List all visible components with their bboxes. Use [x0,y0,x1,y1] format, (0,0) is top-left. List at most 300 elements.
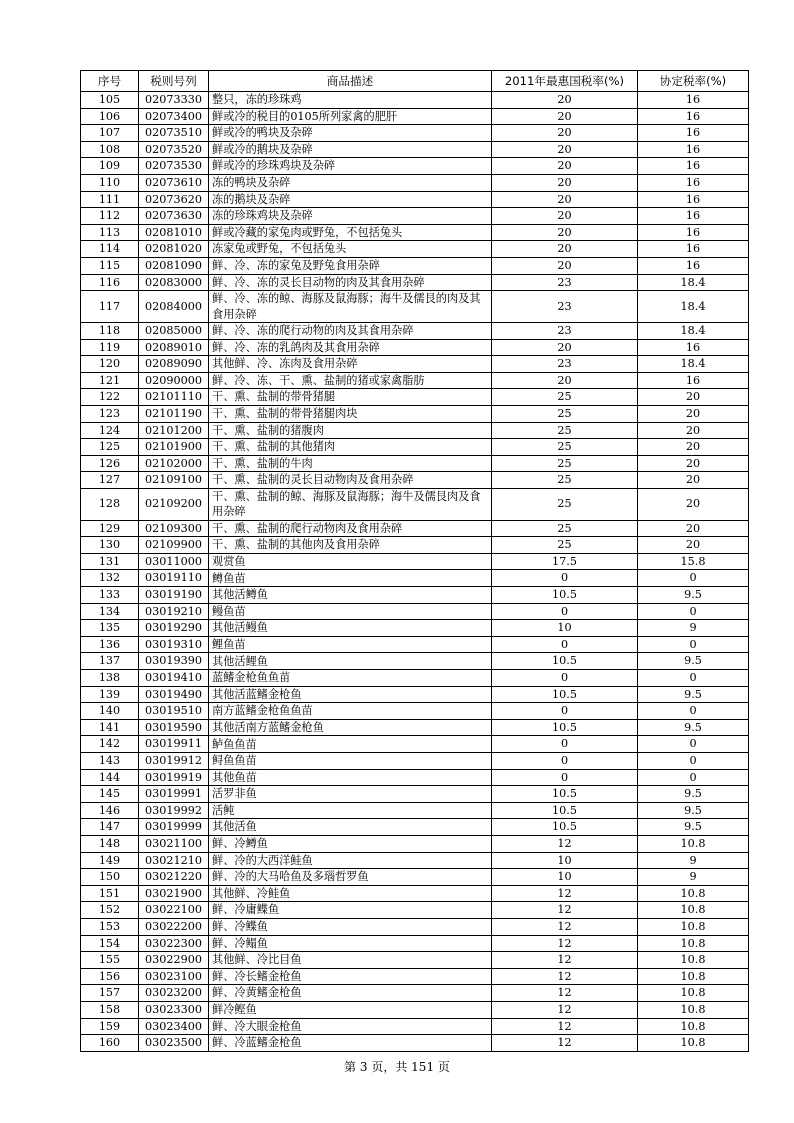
description-cell: 冻的鹅块及杂碎 [209,191,492,208]
description-cell: 鳟鱼苗 [209,570,492,587]
table-row [81,439,749,456]
seq-cell: 124 [81,422,139,439]
mfn-rate-cell: 10.5 [492,653,638,670]
description-cell: 干、熏、盐制的猪腹肉 [209,422,492,439]
agreement-rate-cell: 18.4 [638,274,749,291]
description-cell: 鲜、冷、冻的家兔及野兔食用杂碎 [209,257,492,274]
agreement-rate-cell: 0 [638,670,749,687]
description-cell: 干、熏、盐制的带骨猪腿 [209,389,492,406]
seq-cell: 134 [81,603,139,620]
seq-cell: 132 [81,570,139,587]
seq-cell: 127 [81,472,139,489]
table-row [81,108,749,125]
table-row [81,241,749,258]
table-row [81,553,749,570]
seq-cell: 121 [81,372,139,389]
table-row [81,703,749,720]
tariff-code-cell: 02085000 [139,322,209,339]
agreement-rate-cell: 20 [638,422,749,439]
tariff-code-cell: 02084000 [139,291,209,323]
mfn-rate-cell: 25 [492,389,638,406]
tariff-code-cell: 03019912 [139,753,209,770]
tariff-code-cell: 02073510 [139,125,209,142]
description-cell: 整只，冻的珍珠鸡 [209,92,492,109]
table-row [81,322,749,339]
table-row [81,372,749,389]
seq-cell: 141 [81,719,139,736]
description-cell: 鲜、冷、冻的爬行动物的肉及其食用杂碎 [209,322,492,339]
seq-cell: 139 [81,686,139,703]
agreement-rate-cell: 9 [638,620,749,637]
agreement-rate-cell: 20 [638,537,749,554]
agreement-rate-cell: 10.8 [638,968,749,985]
description-cell: 鲜、冷鳟鱼 [209,835,492,852]
table-row [81,1001,749,1018]
mfn-rate-cell: 25 [492,439,638,456]
seq-cell: 119 [81,339,139,356]
agreement-rate-cell: 10.8 [638,918,749,935]
agreement-rate-cell: 10.8 [638,902,749,919]
col-header-tariff-code: 税则号列 [139,71,209,92]
description-cell: 鳗鱼苗 [209,603,492,620]
col-header-description: 商品描述 [209,71,492,92]
seq-cell: 135 [81,620,139,637]
agreement-rate-cell: 9.5 [638,686,749,703]
seq-cell: 154 [81,935,139,952]
description-cell: 鲜或冷藏的家兔肉或野兔，不包括兔头 [209,224,492,241]
table-header [81,71,749,92]
description-cell: 冻家兔或野兔，不包括兔头 [209,241,492,258]
table-row [81,719,749,736]
tariff-code-cell: 03019510 [139,703,209,720]
mfn-rate-cell: 10 [492,869,638,886]
agreement-rate-cell: 16 [638,158,749,175]
table-row [81,488,749,520]
tariff-code-cell: 02102000 [139,455,209,472]
mfn-rate-cell: 20 [492,191,638,208]
mfn-rate-cell: 0 [492,736,638,753]
description-cell: 活鲀 [209,802,492,819]
tariff-code-cell: 03019992 [139,802,209,819]
mfn-rate-cell: 12 [492,885,638,902]
description-cell: 干、熏、盐制的爬行动物肉及食用杂碎 [209,520,492,537]
table-row [81,902,749,919]
seq-cell: 120 [81,356,139,373]
table-row [81,537,749,554]
seq-cell: 130 [81,537,139,554]
description-cell: 干、熏、盐制的其他肉及食用杂碎 [209,537,492,554]
seq-cell: 111 [81,191,139,208]
tariff-code-cell: 02109900 [139,537,209,554]
tariff-code-cell: 03019410 [139,670,209,687]
mfn-rate-cell: 20 [492,158,638,175]
mfn-rate-cell: 10.5 [492,686,638,703]
mfn-rate-cell: 25 [492,422,638,439]
description-cell: 干、熏、盐制的牛肉 [209,455,492,472]
description-cell: 其他活鳟鱼 [209,587,492,604]
tariff-code-cell: 02081020 [139,241,209,258]
table-row [81,802,749,819]
mfn-rate-cell: 10.5 [492,786,638,803]
table-row [81,125,749,142]
agreement-rate-cell: 16 [638,339,749,356]
tariff-code-cell: 03023200 [139,985,209,1002]
description-cell: 蓝鳍金枪鱼鱼苗 [209,670,492,687]
tariff-code-cell: 03019590 [139,719,209,736]
table-row [81,686,749,703]
tariff-code-cell: 02089090 [139,356,209,373]
mfn-rate-cell: 10 [492,852,638,869]
agreement-rate-cell: 0 [638,753,749,770]
mfn-rate-cell: 10 [492,620,638,637]
tariff-code-cell: 03022300 [139,935,209,952]
mfn-rate-cell: 12 [492,985,638,1002]
table-row [81,819,749,836]
agreement-rate-cell: 16 [638,141,749,158]
description-cell: 鲜、冷蓝鳍金枪鱼 [209,1035,492,1052]
agreement-rate-cell: 16 [638,191,749,208]
agreement-rate-cell: 16 [638,92,749,109]
tariff-code-cell: 03021100 [139,835,209,852]
mfn-rate-cell: 10.5 [492,802,638,819]
tariff-code-cell: 02073620 [139,191,209,208]
description-cell: 冻的鸭块及杂碎 [209,174,492,191]
agreement-rate-cell: 20 [638,405,749,422]
table-row [81,472,749,489]
seq-cell: 107 [81,125,139,142]
description-cell: 南方蓝鳍金枪鱼鱼苗 [209,703,492,720]
description-cell: 鲜、冷、冻的鲸、海豚及鼠海豚；海牛及儒艮的肉及其食用杂碎 [209,291,492,323]
seq-cell: 113 [81,224,139,241]
description-cell: 鲜冷鲣鱼 [209,1001,492,1018]
seq-cell: 115 [81,257,139,274]
agreement-rate-cell: 20 [638,389,749,406]
table-body [81,92,749,1052]
seq-cell: 128 [81,488,139,520]
description-cell: 其他活鳗鱼 [209,620,492,637]
tariff-code-cell: 02073630 [139,208,209,225]
tariff-code-cell: 03019110 [139,570,209,587]
mfn-rate-cell: 12 [492,968,638,985]
table-row [81,869,749,886]
col-header-mfn-rate: 2011年最惠国税率(%) [492,71,638,92]
table-row [81,885,749,902]
table-row [81,1035,749,1052]
agreement-rate-cell: 9.5 [638,587,749,604]
tariff-code-cell: 02073520 [139,141,209,158]
seq-cell: 118 [81,322,139,339]
tariff-code-cell: 02109300 [139,520,209,537]
mfn-rate-cell: 20 [492,108,638,125]
description-cell: 鲜、冷、冻的灵长目动物的肉及其食用杂碎 [209,274,492,291]
seq-cell: 140 [81,703,139,720]
mfn-rate-cell: 0 [492,769,638,786]
table-row [81,570,749,587]
description-cell: 其他鲜、冷、冻肉及食用杂碎 [209,356,492,373]
description-cell: 鲜、冷鳎鱼 [209,935,492,952]
description-cell: 鲜或冷的鸭块及杂碎 [209,125,492,142]
description-cell: 其他鱼苗 [209,769,492,786]
description-cell: 冻的珍珠鸡块及杂碎 [209,208,492,225]
mfn-rate-cell: 25 [492,520,638,537]
seq-cell: 114 [81,241,139,258]
agreement-rate-cell: 16 [638,257,749,274]
tariff-code-cell: 03019911 [139,736,209,753]
tariff-code-cell: 03023300 [139,1001,209,1018]
agreement-rate-cell: 10.8 [638,1035,749,1052]
seq-cell: 112 [81,208,139,225]
description-cell: 鲜或冷的鹅块及杂碎 [209,141,492,158]
mfn-rate-cell: 20 [492,141,638,158]
seq-cell: 138 [81,670,139,687]
tariff-code-cell: 02101110 [139,389,209,406]
mfn-rate-cell: 20 [492,92,638,109]
table-row [81,918,749,935]
tariff-code-cell: 03021210 [139,852,209,869]
agreement-rate-cell: 16 [638,208,749,225]
description-cell: 鲜、冷黄鳍金枪鱼 [209,985,492,1002]
mfn-rate-cell: 20 [492,125,638,142]
agreement-rate-cell: 0 [638,570,749,587]
seq-cell: 153 [81,918,139,935]
agreement-rate-cell: 18.4 [638,291,749,323]
description-cell: 鲜、冷的大马哈鱼及多瑙哲罗鱼 [209,869,492,886]
description-cell: 鲈鱼鱼苗 [209,736,492,753]
description-cell: 鲟鱼鱼苗 [209,753,492,770]
mfn-rate-cell: 25 [492,472,638,489]
description-cell: 其他活鲤鱼 [209,653,492,670]
agreement-rate-cell: 9 [638,869,749,886]
table-row [81,291,749,323]
table-row [81,191,749,208]
description-cell: 其他鲜、冷比目鱼 [209,952,492,969]
seq-cell: 136 [81,636,139,653]
mfn-rate-cell: 12 [492,902,638,919]
agreement-rate-cell: 0 [638,703,749,720]
mfn-rate-cell: 12 [492,1018,638,1035]
seq-cell: 148 [81,835,139,852]
seq-cell: 117 [81,291,139,323]
seq-cell: 129 [81,520,139,537]
agreement-rate-cell: 16 [638,372,749,389]
tariff-code-cell: 02109100 [139,472,209,489]
tariff-code-cell: 02090000 [139,372,209,389]
seq-cell: 152 [81,902,139,919]
table-row [81,587,749,604]
tariff-code-cell: 02081010 [139,224,209,241]
description-cell: 鲜、冷、冻、干、熏、盐制的猪或家禽脂肪 [209,372,492,389]
table-row [81,670,749,687]
tariff-code-cell: 03019999 [139,819,209,836]
description-cell: 鲜或冷的珍珠鸡块及杂碎 [209,158,492,175]
table-row [81,952,749,969]
seq-cell: 105 [81,92,139,109]
mfn-rate-cell: 20 [492,224,638,241]
seq-cell: 131 [81,553,139,570]
agreement-rate-cell: 18.4 [638,322,749,339]
tariff-code-cell: 03019210 [139,603,209,620]
agreement-rate-cell: 9.5 [638,719,749,736]
agreement-rate-cell: 16 [638,241,749,258]
tariff-code-cell: 03019310 [139,636,209,653]
mfn-rate-cell: 12 [492,835,638,852]
seq-cell: 133 [81,587,139,604]
mfn-rate-cell: 0 [492,703,638,720]
mfn-rate-cell: 12 [492,918,638,935]
mfn-rate-cell: 23 [492,274,638,291]
table-row [81,422,749,439]
agreement-rate-cell: 10.8 [638,885,749,902]
table-row [81,158,749,175]
description-cell: 其他活南方蓝鳍金枪鱼 [209,719,492,736]
description-cell: 活罗非鱼 [209,786,492,803]
mfn-rate-cell: 20 [492,257,638,274]
description-cell: 干、熏、盐制的鲸、海豚及鼠海豚；海牛及儒艮肉及食用杂碎 [209,488,492,520]
agreement-rate-cell: 9 [638,852,749,869]
seq-cell: 144 [81,769,139,786]
tariff-code-cell: 02101190 [139,405,209,422]
tariff-code-cell: 03019991 [139,786,209,803]
description-cell: 干、熏、盐制的其他猪肉 [209,439,492,456]
table-row [81,224,749,241]
mfn-rate-cell: 20 [492,372,638,389]
mfn-rate-cell: 17.5 [492,553,638,570]
tariff-code-cell: 03011000 [139,553,209,570]
seq-cell: 106 [81,108,139,125]
description-cell: 干、熏、盐制的灵长目动物肉及食用杂碎 [209,472,492,489]
agreement-rate-cell: 20 [638,472,749,489]
col-header-seq: 序号 [81,71,139,92]
description-cell: 鲜或冷的税目的0105所列家禽的肥肝 [209,108,492,125]
description-cell: 鲜、冷鲽鱼 [209,918,492,935]
agreement-rate-cell: 0 [638,736,749,753]
table-row [81,985,749,1002]
seq-cell: 160 [81,1035,139,1052]
table-row [81,520,749,537]
table-row [81,208,749,225]
table-row [81,141,749,158]
tariff-code-cell: 02089010 [139,339,209,356]
seq-cell: 142 [81,736,139,753]
description-cell: 鲤鱼苗 [209,636,492,653]
seq-cell: 125 [81,439,139,456]
tariff-code-cell: 03021900 [139,885,209,902]
seq-cell: 116 [81,274,139,291]
mfn-rate-cell: 0 [492,603,638,620]
table-row [81,455,749,472]
table-row [81,1018,749,1035]
mfn-rate-cell: 25 [492,537,638,554]
table-row [81,339,749,356]
table-row [81,603,749,620]
tariff-code-cell: 03019390 [139,653,209,670]
description-cell: 观赏鱼 [209,553,492,570]
tariff-code-cell: 03021220 [139,869,209,886]
mfn-rate-cell: 10.5 [492,587,638,604]
table-row [81,405,749,422]
mfn-rate-cell: 23 [492,322,638,339]
page-footer: 第 3 页，共 151 页 [344,1060,450,1074]
mfn-rate-cell: 10.5 [492,719,638,736]
description-cell: 其他活鱼 [209,819,492,836]
tariff-code-cell: 03019190 [139,587,209,604]
seq-cell: 109 [81,158,139,175]
tariff-code-cell: 03023400 [139,1018,209,1035]
seq-cell: 110 [81,174,139,191]
table-row [81,935,749,952]
tariff-code-cell: 02073530 [139,158,209,175]
seq-cell: 156 [81,968,139,985]
agreement-rate-cell: 10.8 [638,985,749,1002]
table-row [81,786,749,803]
description-cell: 鲜、冷、冻的乳鸽肉及其食用杂碎 [209,339,492,356]
table-row [81,92,749,109]
table-row [81,174,749,191]
seq-cell: 123 [81,405,139,422]
seq-cell: 146 [81,802,139,819]
description-cell: 鲜、冷庸鲽鱼 [209,902,492,919]
table-row [81,356,749,373]
agreement-rate-cell: 16 [638,174,749,191]
mfn-rate-cell: 0 [492,570,638,587]
agreement-rate-cell: 18.4 [638,356,749,373]
tariff-code-cell: 03023500 [139,1035,209,1052]
agreement-rate-cell: 16 [638,108,749,125]
mfn-rate-cell: 20 [492,241,638,258]
mfn-rate-cell: 12 [492,935,638,952]
table-row [81,636,749,653]
agreement-rate-cell: 20 [638,455,749,472]
table-row [81,968,749,985]
mfn-rate-cell: 25 [492,488,638,520]
table-row [81,620,749,637]
agreement-rate-cell: 16 [638,125,749,142]
table-row [81,736,749,753]
tariff-code-cell: 03022100 [139,902,209,919]
mfn-rate-cell: 12 [492,1001,638,1018]
tariff-code-cell: 02109200 [139,488,209,520]
table-row [81,753,749,770]
description-cell: 鲜、冷的大西洋鲑鱼 [209,852,492,869]
tariff-code-cell: 02081090 [139,257,209,274]
agreement-rate-cell: 20 [638,488,749,520]
agreement-rate-cell: 0 [638,636,749,653]
mfn-rate-cell: 25 [492,405,638,422]
tariff-code-cell: 02073330 [139,92,209,109]
agreement-rate-cell: 10.8 [638,935,749,952]
agreement-rate-cell: 10.8 [638,952,749,969]
mfn-rate-cell: 20 [492,208,638,225]
table-row [81,769,749,786]
table-row [81,274,749,291]
agreement-rate-cell: 16 [638,224,749,241]
agreement-rate-cell: 10.8 [638,1018,749,1035]
tariff-code-cell: 03019490 [139,686,209,703]
tariff-code-cell: 03023100 [139,968,209,985]
tariff-code-cell: 02101900 [139,439,209,456]
mfn-rate-cell: 12 [492,952,638,969]
tariff-code-cell: 03022200 [139,918,209,935]
col-header-agreement-rate: 协定税率(%) [638,71,749,92]
seq-cell: 149 [81,852,139,869]
agreement-rate-cell: 0 [638,603,749,620]
table-row [81,257,749,274]
mfn-rate-cell: 23 [492,291,638,323]
tariff-code-cell: 03019919 [139,769,209,786]
tariff-code-cell: 02073610 [139,174,209,191]
tariff-code-cell: 02083000 [139,274,209,291]
agreement-rate-cell: 20 [638,439,749,456]
